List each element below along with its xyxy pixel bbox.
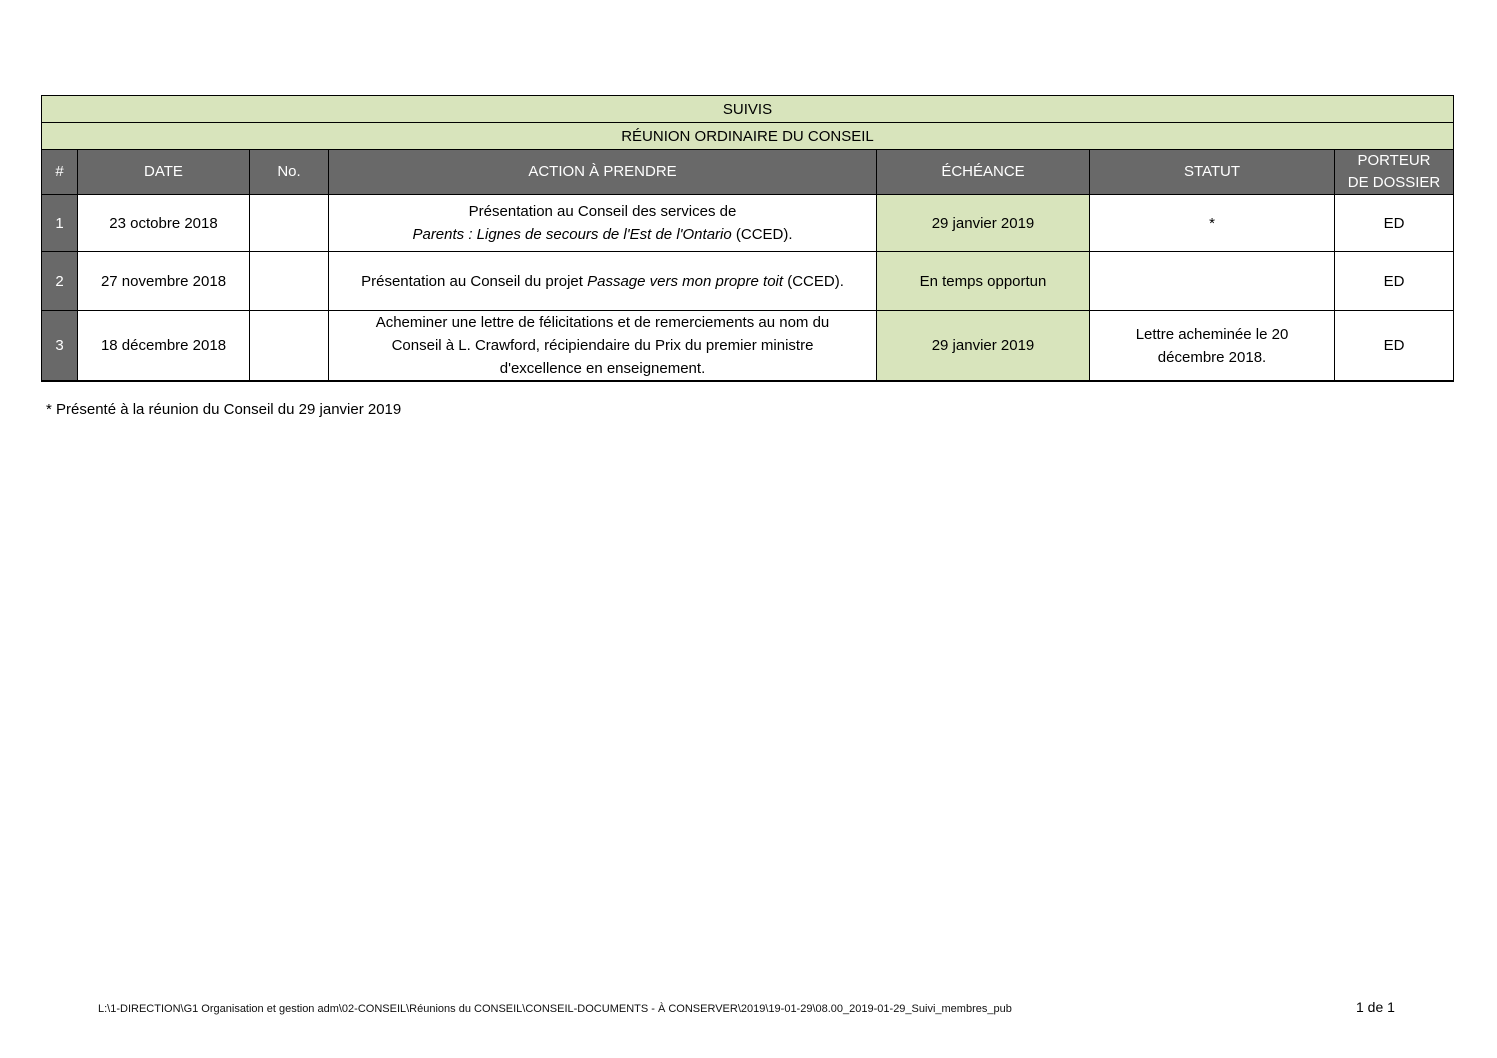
header-statut: STATUT: [1090, 150, 1335, 195]
header-porteur-line2: DE DOSSIER: [1347, 174, 1441, 191]
row-porteur: ED: [1335, 252, 1454, 311]
table-row: [42, 195, 1454, 252]
row-echeance: En temps opportun: [877, 252, 1090, 311]
action-suffix-text: (CCED).: [783, 272, 844, 290]
action-text-line3: d'excellence en enseignement.: [499, 360, 706, 377]
table-title: SUIVIS: [42, 96, 1454, 123]
action-text: Présentation au Conseil des services de: [468, 203, 737, 220]
row-porteur: ED: [1335, 195, 1454, 252]
header-porteur-line1: PORTEUR: [1357, 152, 1431, 169]
footer-file-path: L:\1-DIRECTION\G1 Organisation et gestion adm\02-CONSEIL\Réunions du CONSEIL\CONSEIL-DOCUMENTS - À CONSERVER\2019\19-01-29\08.00_2019-01-29_Suivi_membres_pub: [98, 1003, 1012, 1015]
suivis-table: [41, 95, 1454, 382]
header-date: DATE: [78, 150, 250, 195]
row-statut: [1090, 252, 1335, 311]
action-italic-text: Parents : Lignes de secours de l'Est de l'Ontario: [412, 226, 732, 243]
row-action: [329, 311, 877, 382]
footnote: * Présenté à la réunion du Conseil du 29 janvier 2019: [46, 401, 402, 418]
row-date: 27 novembre 2018: [78, 252, 250, 311]
statut-line1: Lettre acheminée le 20: [1135, 325, 1289, 343]
header-no: No.: [250, 150, 329, 195]
row-no: [250, 252, 329, 311]
row-statut: [1090, 311, 1335, 382]
page-number: 1 de 1: [1356, 999, 1395, 1015]
row-echeance: 29 janvier 2019: [877, 311, 1090, 382]
row-num: 2: [42, 252, 78, 311]
row-no: [250, 311, 329, 382]
row-statut: *: [1090, 195, 1335, 252]
row-echeance: 29 janvier 2019: [877, 195, 1090, 252]
row-action: [329, 195, 877, 252]
action-text-line1: Acheminer une lettre de félicitations et de remerciements au nom du: [375, 314, 830, 331]
header-action: ACTION À PRENDRE: [329, 150, 877, 195]
statut-line2: décembre 2018.: [1157, 348, 1267, 366]
row-num: 1: [42, 195, 78, 252]
row-action: [329, 252, 877, 311]
table-subtitle: RÉUNION ORDINAIRE DU CONSEIL: [42, 123, 1454, 150]
row-date: 18 décembre 2018: [78, 311, 250, 382]
table-row: [42, 252, 1454, 311]
header-echeance: ÉCHÉANCE: [877, 150, 1090, 195]
row-no: [250, 195, 329, 252]
row-porteur: ED: [1335, 311, 1454, 382]
header-row: [42, 150, 1454, 195]
row-date: 23 octobre 2018: [78, 195, 250, 252]
action-italic-text: Passage vers mon propre toit: [587, 272, 784, 290]
action-text-line2: Conseil à L. Crawford, récipiendaire du Prix du premier ministre: [391, 337, 814, 354]
row-num: 3: [42, 311, 78, 382]
action-text: Présentation au Conseil du projet: [361, 272, 588, 290]
table-row: [42, 311, 1454, 382]
action-suffix-text: (CCED).: [731, 226, 793, 243]
header-num: #: [42, 150, 78, 195]
header-porteur: [1335, 150, 1454, 195]
